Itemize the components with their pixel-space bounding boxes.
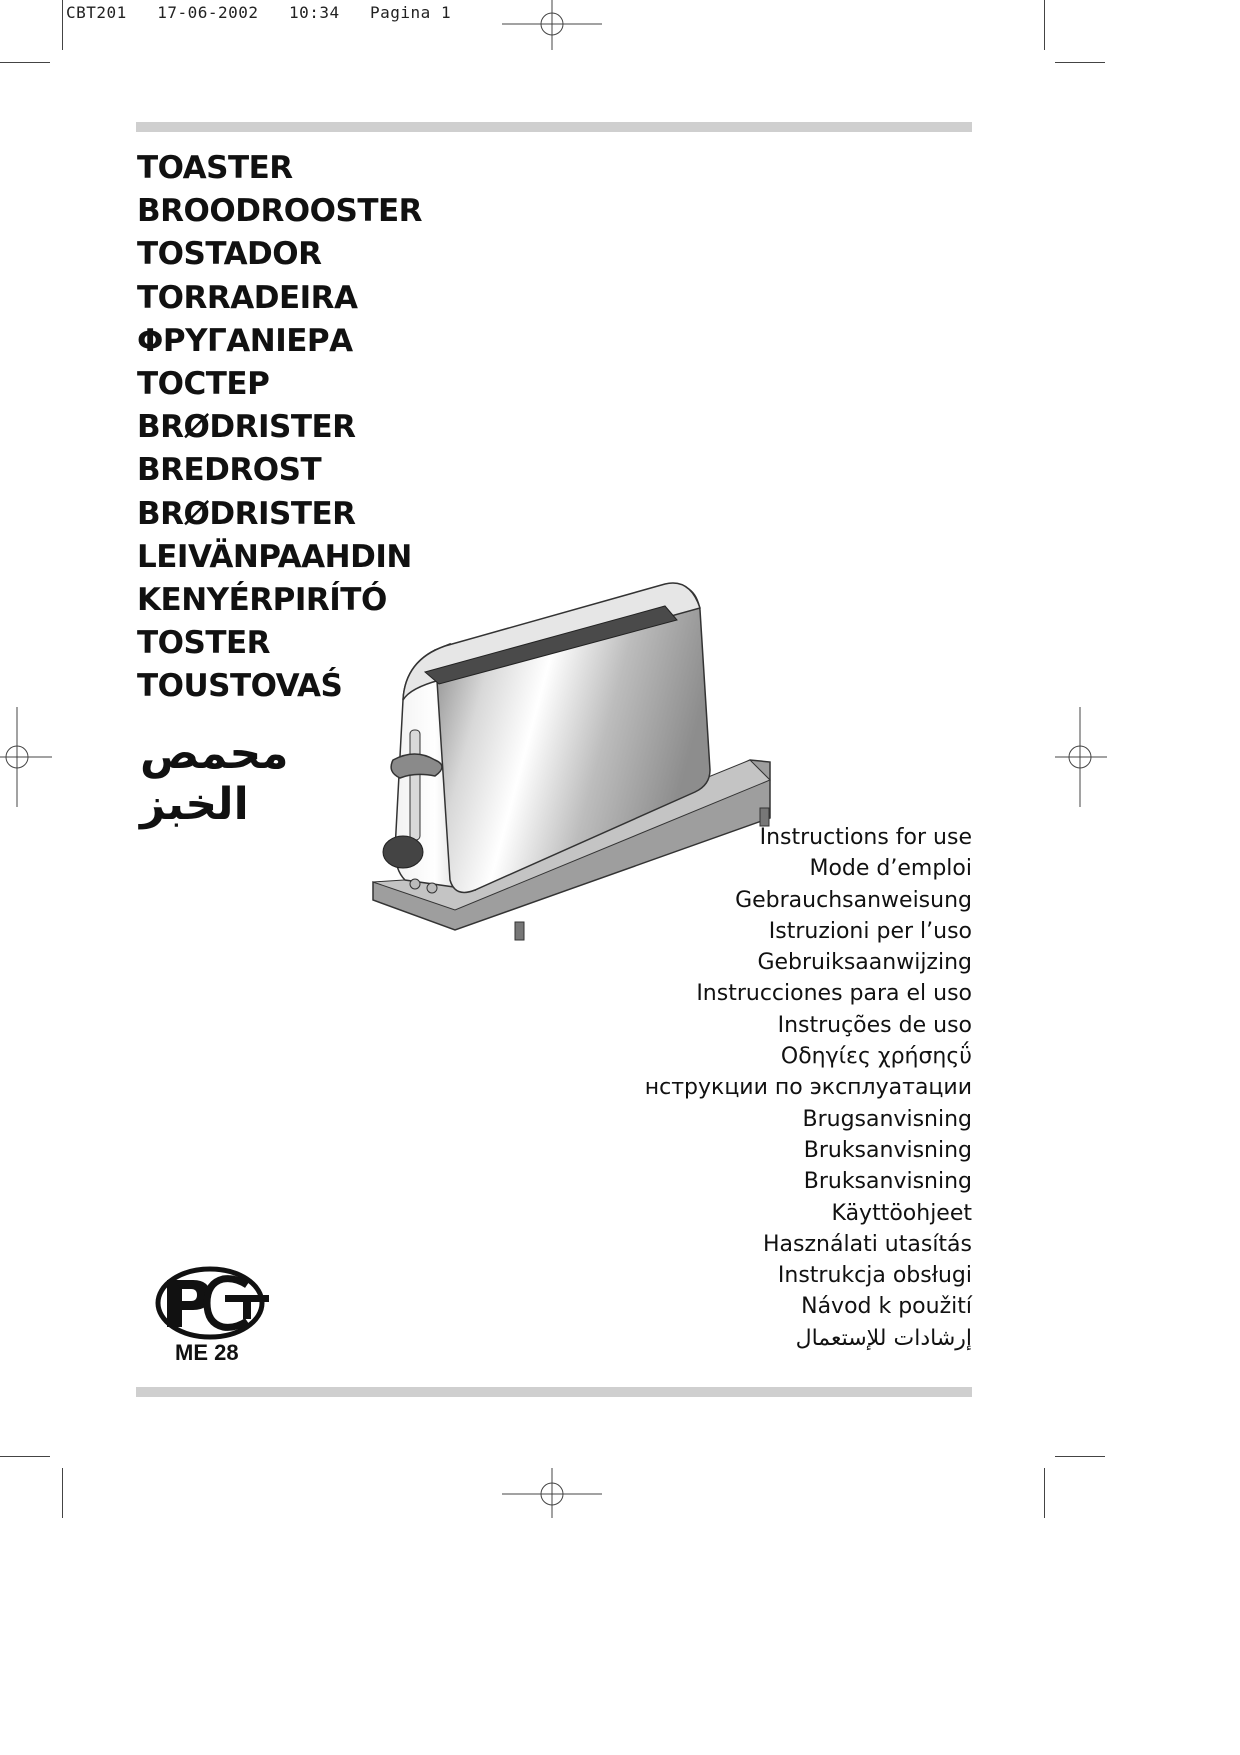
print-time: 10:34 xyxy=(288,3,340,22)
crop-mark xyxy=(1044,1468,1045,1518)
crop-mark xyxy=(62,1468,63,1518)
instructions-item: Brugsanvisning xyxy=(802,1106,972,1132)
certification-logo-icon xyxy=(155,1265,270,1340)
product-title: BRØDRISTER xyxy=(137,495,356,532)
product-title: TOSTER xyxy=(137,625,271,662)
crop-mark xyxy=(1055,62,1105,63)
instructions-item: Használati utasítás xyxy=(763,1231,972,1257)
instructions-item: Instrucciones para el uso xyxy=(696,981,972,1007)
registration-mark-icon xyxy=(502,0,602,50)
bottom-bar xyxy=(136,1387,972,1397)
crop-mark xyxy=(62,0,63,50)
crop-mark xyxy=(1055,1456,1105,1457)
certification-code: ME 28 xyxy=(175,1340,239,1365)
instructions-item: Käyttöohjeet xyxy=(831,1200,972,1226)
product-title: BRØDRISTER xyxy=(137,409,356,446)
registration-mark-icon xyxy=(0,707,52,807)
print-code: CBT201 xyxy=(66,3,127,22)
instructions-item: Bruksanvisning xyxy=(803,1137,972,1163)
instructions-item: Οδηγίες χρήσηςΰ xyxy=(780,1044,972,1070)
instructions-item: Instructions for use xyxy=(759,825,972,850)
product-title: TOSTADOR xyxy=(137,236,322,273)
product-title: TOUSTOVAŚ xyxy=(137,668,343,705)
product-title: LEIVÄNPAAHDIN xyxy=(137,538,412,575)
product-title: KENYÉRPIRÍTÓ xyxy=(137,581,387,618)
product-title: BROODROOSTER xyxy=(137,193,423,230)
crop-mark xyxy=(1044,0,1045,50)
product-title: ΦΡΥΓΑΝΙΕΡΑ xyxy=(137,322,353,359)
arabic-product-title: محمص الخبز xyxy=(140,728,289,830)
instructions-item: Návod k použití xyxy=(801,1294,972,1320)
registration-mark-icon xyxy=(502,1468,602,1518)
product-title: BREDROST xyxy=(137,452,322,489)
instructions-item: إرشادات للإستعمال xyxy=(795,1325,972,1351)
instructions-item: Mode d’emploi xyxy=(809,856,972,882)
instructions-list xyxy=(645,822,972,1354)
top-bar xyxy=(136,122,972,132)
product-title: ТОСТЕР xyxy=(137,365,270,402)
print-page: Pagina 1 xyxy=(370,3,452,22)
instructions-item: Gebrauchsanweisung xyxy=(735,887,972,913)
instructions-item: Gebruiksaanwijzing xyxy=(757,950,972,976)
product-title: TOASTER xyxy=(137,150,293,186)
print-header xyxy=(66,3,451,22)
print-date: 17-06-2002 xyxy=(157,3,259,22)
instructions-item: Instruções de uso xyxy=(777,1012,972,1038)
instructions-item: Instrukcja obsługi xyxy=(777,1263,972,1289)
product-title: TORRADEIRA xyxy=(137,279,358,316)
instructions-item: Istruzioni per l’uso xyxy=(768,918,972,944)
registration-mark-icon xyxy=(1055,707,1107,807)
instructions-item: нструкции по эксплуатации xyxy=(644,1075,972,1101)
crop-mark xyxy=(0,62,50,63)
instructions-item: Bruksanvisning xyxy=(803,1169,972,1195)
crop-mark xyxy=(0,1456,50,1457)
